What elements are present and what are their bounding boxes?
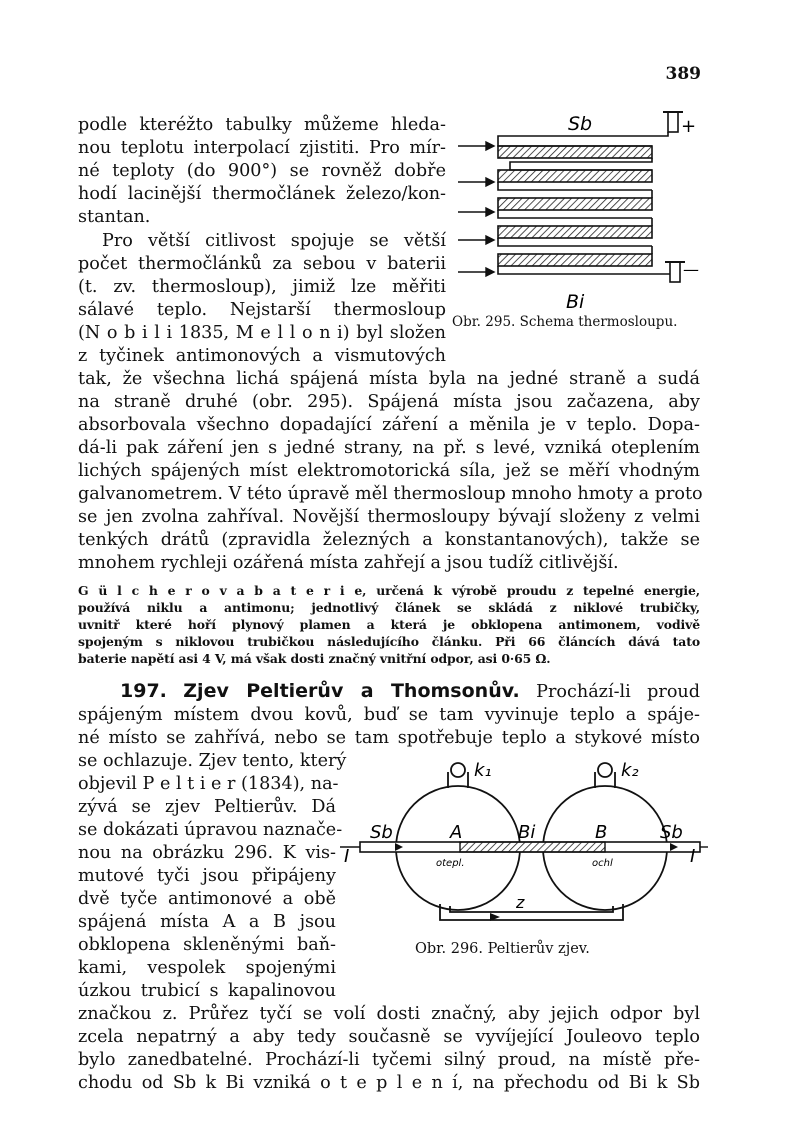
text-line: nou na obrázku 296. K vis-	[78, 843, 336, 863]
fig296-stopcock-k2	[598, 763, 612, 777]
fig295-minus: —	[683, 260, 699, 279]
figure-295-caption: Obr. 295. Schema thermosloupu.	[452, 314, 678, 330]
text-line: né teploty (do 900°) se rovněž dobře	[78, 161, 446, 181]
text-line: chodu od Sb k Bi vzniká o t e p l e n í, na přechodu od Bi k Sb	[78, 1073, 700, 1093]
fig295-label-sb: Sb	[568, 113, 593, 135]
text-line: galvanometrem. V této úpravě měl thermosloup mnoho hmoty a proto	[78, 484, 703, 504]
small-text-line: uvnitř které hoří plynový plamen a která je obklopena antimonem, vodivě	[78, 617, 700, 632]
text-line: (N o b i l i 1835, M e l l o n i) byl složen	[78, 323, 446, 343]
text-line: spájeným místem dvou kovů, buď se tam vyvinuje teplo a spáje-	[78, 705, 700, 725]
section-number: 197.	[120, 680, 167, 702]
fig296-ochl: ochl	[592, 858, 613, 869]
text-line: značkou z. Průřez tyčí se volí dosti značný, aby jejich odpor byl	[78, 1004, 700, 1024]
text-line: na straně druhé (obr. 295). Spájená místa jsou začazena, aby	[78, 392, 700, 412]
text-line: bylo zanedbatelné. Prochází-li tyčemi silný proud, na místě pře-	[78, 1050, 700, 1070]
text-line: sálavé teplo. Nejstarší thermosloup	[78, 300, 446, 320]
text-line: z tyčinek antimonových a vismutových	[78, 346, 446, 366]
text-line: Pro větší citlivost spojuje se větší	[102, 231, 446, 251]
small-text-line: spojeným s niklovou trubičkou následujícího článku. Při 66 článcích dává tato	[78, 634, 700, 649]
text-line: se ochlazuje. Zjev tento, který	[78, 751, 347, 771]
text-line: se jen zvolna zahříval. Novější thermosloupy bývají složeny z velmi	[78, 507, 700, 527]
text-line: stantan.	[78, 207, 151, 227]
figure-296-peltier	[340, 758, 710, 938]
fig296-z: z	[516, 893, 525, 912]
text-line: podle kteréžto tabulky můžeme hleda-	[78, 115, 446, 135]
text-line: počet thermočlánků za sebou v baterii	[78, 254, 446, 274]
fig295-bars	[498, 132, 670, 274]
text-line: né místo se zahřívá, nebo se tam spotřebuje teplo a stykové místo	[78, 728, 700, 748]
fig296-bi: Bi	[518, 822, 536, 843]
fig295-label-bi: Bi	[566, 291, 585, 313]
section-heading-line	[120, 680, 700, 704]
text-line: dvě tyče antimonové a obě	[78, 889, 336, 909]
text-line: absorbovala všechno dopadající záření a měnila je v teplo. Dopa-	[78, 415, 700, 435]
text-line: lichých spájených míst elektromotorická síla, jež se měří vhodným	[78, 461, 700, 481]
figure-295-thermopile	[450, 100, 710, 322]
fig295-arrows	[458, 142, 494, 276]
section-lead: Prochází-li proud	[536, 682, 701, 702]
fig296-k2: k₂	[621, 760, 639, 781]
text-line: spájená místa A a B jsou	[78, 912, 336, 932]
text-line: zcela nepatrný a aby tedy současně se vyvíjející Jouleovo teplo	[78, 1027, 700, 1047]
small-text-line: baterie napětí asi 4 V, má však dosti značný vnitřní odpor, asi 0·65 Ω.	[78, 651, 551, 666]
text-line: dá-li pak záření jen s jedné strany, na př. s levé, vzniká oteplením	[78, 438, 700, 458]
fig296-otepl: otepl.	[436, 858, 465, 869]
fig296-bi-rod	[460, 842, 605, 852]
fig296-i-left: I	[344, 846, 350, 867]
small-text-line: G ü l c h e r o v a b a t e r i e, určená k výrobě proudu z tepelné energie,	[78, 583, 700, 598]
fig296-i-right: I	[690, 846, 696, 867]
figure-296-caption: Obr. 296. Peltierův zjev.	[415, 941, 590, 957]
small-text-line: používá niklu a antimonu; jednotlivý článek se skládá z niklové trubičky,	[78, 600, 700, 615]
fig296-sb-left: Sb	[370, 822, 393, 843]
fig296-label-b: B	[595, 822, 608, 843]
fig296-sb-right: Sb	[660, 822, 683, 843]
text-line: mutové tyči jsou připájeny	[78, 866, 336, 886]
fig296-label-a: A	[450, 822, 463, 843]
fig295-terminal-minus	[670, 262, 680, 282]
fig295-plus: +	[681, 116, 697, 137]
text-line: hodí lacinější thermočlánek železo/kon-	[78, 184, 446, 204]
text-line: objevil P e l t i e r (1834), na-	[78, 774, 339, 794]
fig295-terminal-plus	[668, 112, 678, 132]
fig296-stopcock-k1	[451, 763, 465, 777]
text-line: tak, že všechna lichá spájená místa byla na jedné straně a sudá	[78, 369, 700, 389]
text-line: (t. zv. thermosloup), jimiž lze měřiti	[78, 277, 446, 297]
text-line: mnohem rychleji ozářená místa zahřejí a jsou tudíž citlivější.	[78, 553, 619, 573]
section-title: Zjev Peltierův a Thomsonův.	[183, 680, 520, 702]
text-line: zývá se zjev Peltierův. Dá	[78, 797, 336, 817]
page-number: 389	[665, 64, 701, 84]
text-line: nou teplotu interpolací zjistiti. Pro mír-	[78, 138, 446, 158]
text-line: obklopena skleněnými baň-	[78, 935, 336, 955]
text-line: úzkou trubicí s kapalinovou	[78, 981, 336, 1001]
text-line: kami, vespolek spojenými	[78, 958, 336, 978]
text-line: se dokázati úpravou naznače-	[78, 820, 343, 840]
fig296-k1: k₁	[474, 760, 492, 781]
text-line: tenkých drátů (zpravidla železných a konstantanových), takže se	[78, 530, 700, 550]
